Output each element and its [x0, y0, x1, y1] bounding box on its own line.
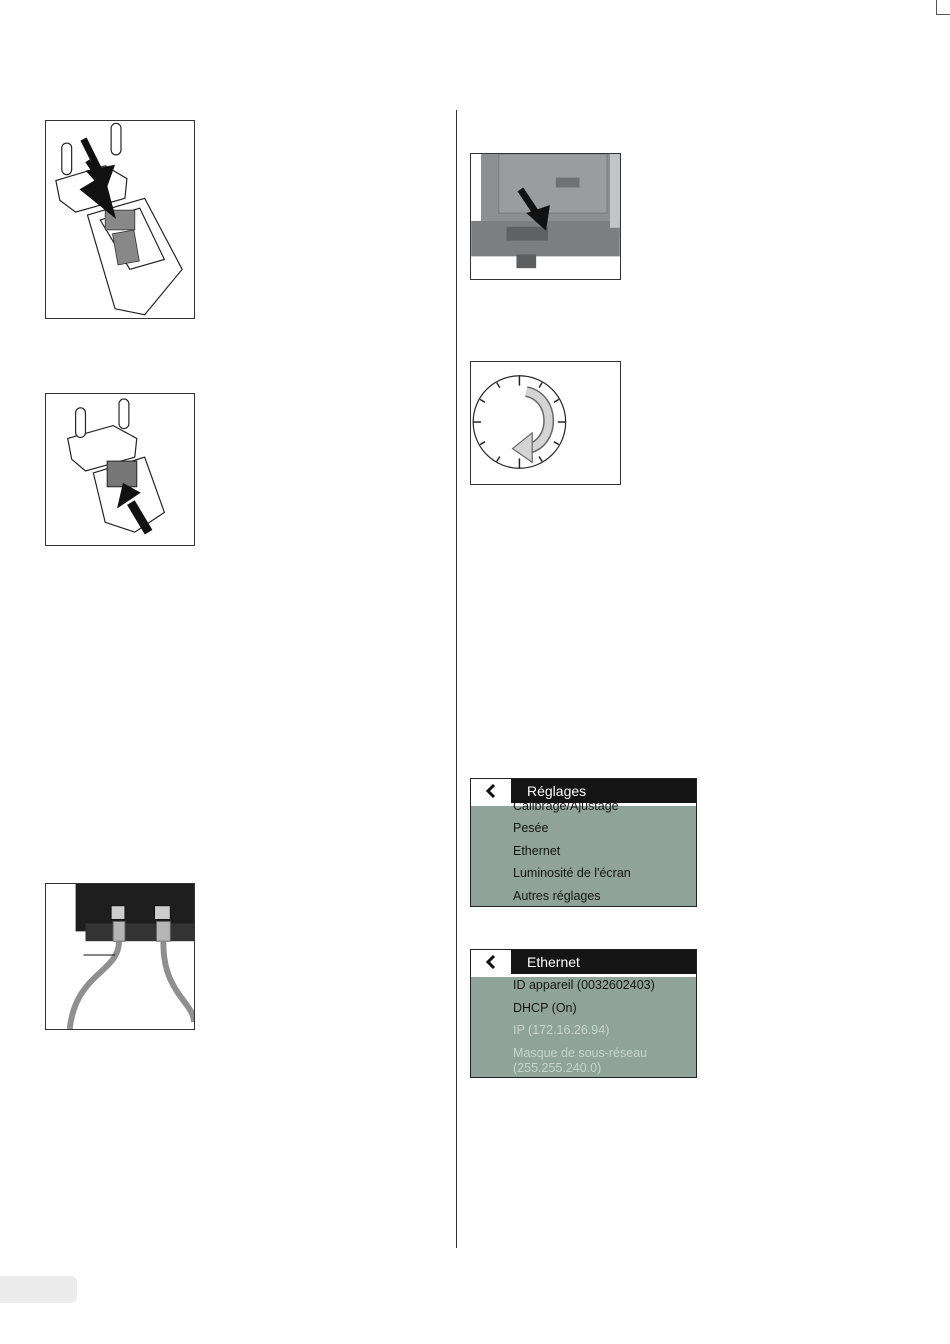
ethernet-menu-screen	[470, 949, 697, 1078]
menu-item-device-id[interactable]: ID appareil (0032602403)	[513, 978, 655, 992]
back-chevron-icon	[484, 784, 498, 798]
arrow-down-icon	[471, 154, 620, 279]
back-chevron-icon	[484, 955, 498, 969]
back-button[interactable]	[471, 779, 511, 803]
title-separator	[471, 974, 696, 977]
menu-item-weighing[interactable]: Pesée	[513, 821, 549, 835]
menu-item-ip: IP (172.16.26.94)	[513, 1023, 610, 1037]
title-bar	[471, 950, 696, 974]
screen-title: Ethernet	[527, 954, 580, 970]
figure-rotation-dial	[470, 361, 621, 485]
back-button[interactable]	[471, 950, 511, 974]
figure-plug-remove	[45, 393, 195, 546]
menu-item-other-settings[interactable]: Autres réglages	[513, 889, 601, 903]
menu-item-brightness[interactable]: Luminosité de l'écran	[513, 866, 631, 880]
page-number-tab	[0, 1276, 77, 1303]
figure-cable-connection	[45, 883, 195, 1030]
arrow-up-icon	[46, 394, 194, 545]
crop-mark-right-top	[936, 0, 937, 14]
menu-item-subnet-mask: Masque de sous-réseau	[513, 1046, 648, 1060]
figure-device-base	[470, 153, 621, 280]
settings-menu-screen	[470, 778, 697, 907]
menu-item-ethernet[interactable]: Ethernet	[513, 844, 561, 858]
screen-title: Réglages	[527, 783, 587, 799]
menu-item-calibration[interactable]: Calibrage/Ajustage	[513, 799, 619, 813]
menu-item-subnet-mask-value: (255.255.240.0)	[513, 1061, 602, 1075]
column-divider	[456, 110, 457, 1248]
menu-item-dhcp[interactable]: DHCP (On)	[513, 1001, 577, 1015]
arrow-down-icon	[46, 121, 194, 318]
crop-mark-right-side	[936, 14, 950, 15]
figure-plug-insert	[45, 120, 195, 319]
